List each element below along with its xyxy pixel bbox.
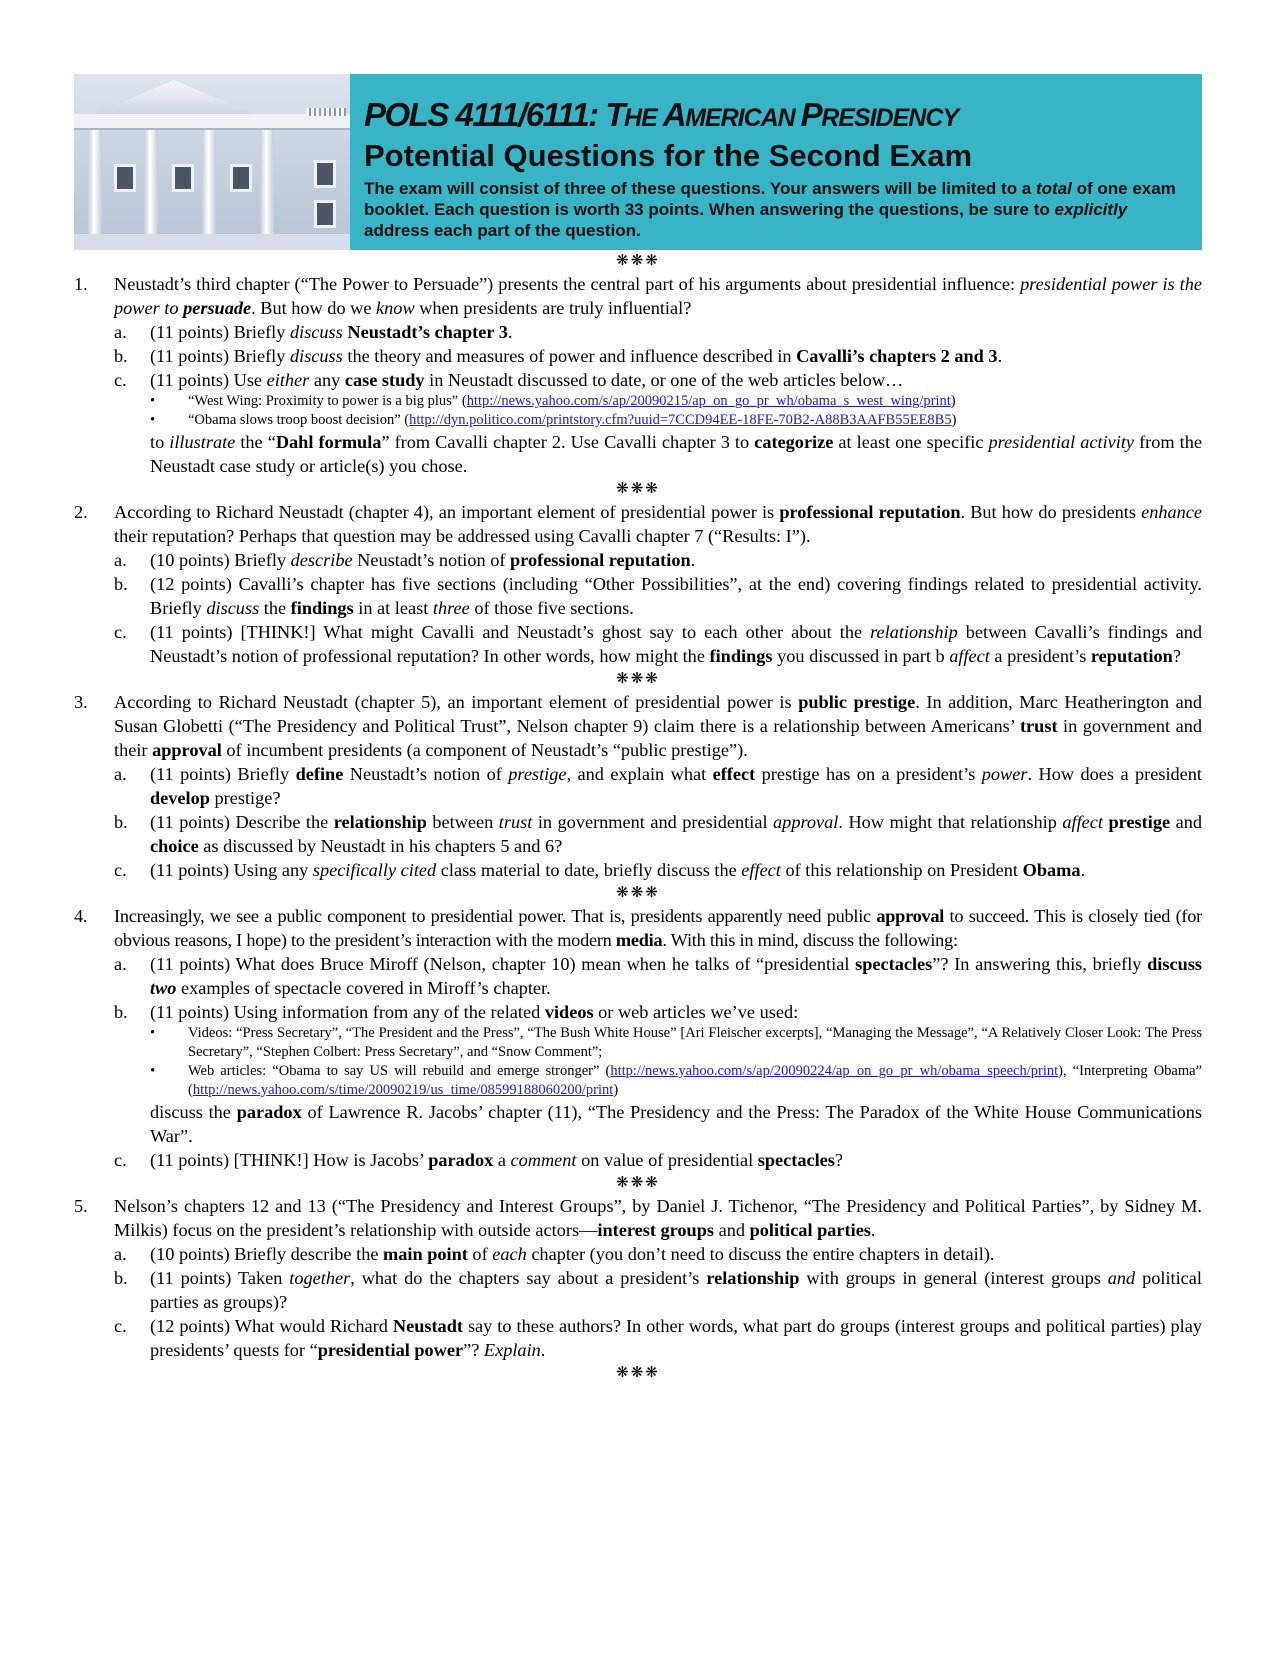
course-title: POLS 4111/6111: THE AMERICAN PRESIDENCY bbox=[364, 96, 959, 133]
question-2b: b. (12 points) Cavalli’s chapter has five sections (including “Other Possibilities”, at the end) covering findings related to presidential activity. Briefly discuss the findings in at least three of those five sections. bbox=[114, 574, 1202, 618]
question-number: 3. bbox=[74, 692, 88, 712]
question-5: 5. Nelson’s chapters 12 and 13 (“The Presidency and Interest Groups”, by Daniel J. Tichenor, “The Presidency and Political Parties”, by Sidney M. Milkis) focus on the president’s relationship with outside actors—interest groups and political parties. bbox=[74, 1196, 1202, 1240]
question-1c-continued: to illustrate the “Dahl formula” from Cavalli chapter 2. Use Cavalli chapter 3 to categorize at least one specific presidential activity from the Neustadt case study or article(s) you chose. bbox=[150, 432, 1202, 476]
question-3: 3. According to Richard Neustadt (chapter 5), an important element of presidential power is public prestige. In addition, Marc Heatherington and Susan Globetti (“The Presidency and Political Trust”, Nelson chapter 9) claim there is a relationship between Americans’ trust in government and their approval of incumbent presidents (a component of Neustadt’s “public prestige”). bbox=[74, 692, 1202, 760]
question-3a: a. (11 points) Briefly define Neustadt’s notion of prestige, and explain what effect prestige has on a president’s power. How does a president develop prestige? bbox=[114, 764, 1203, 808]
article-link[interactable]: http://news.yahoo.com/s/ap/20090215/ap_on_go_pr_wh/obama_s_west_wing/print bbox=[466, 393, 951, 409]
section-separator: ❋❋❋ bbox=[616, 481, 660, 497]
list-item: • Web articles: “Obama to say US will rebuild and emerge stronger” (http://news.yahoo.com/s/ap/20090224/ap_on_go_pr_wh/obama_speech/print), “Interpreting Obama” (http://news.yahoo.com/s/time/20090219/us_time/08599188060200/print) bbox=[150, 1063, 1202, 1098]
question-1a: a. (11 points) Briefly discuss Neustadt’s chapter 3. bbox=[114, 322, 513, 342]
question-3c: c. (11 points) Using any specifically cited class material to date, briefly discuss the effect of this relationship on President Obama. bbox=[114, 860, 1086, 880]
page-subtitle: Potential Questions for the Second Exam bbox=[364, 138, 973, 173]
question-5b: b. (11 points) Taken together, what do the chapters say about a president’s relationship with groups in general (interest groups and political parties as groups)? bbox=[114, 1268, 1202, 1312]
questions-body bbox=[74, 250, 1202, 1384]
question-2c: c. (11 points) [THINK!] What might Cavalli and Neustadt’s ghost say to each other about the relationship between Cavalli’s findings and Neustadt’s notion of professional reputation? In other words, how might the findings you discussed in part b affect a president’s reputation? bbox=[114, 622, 1202, 666]
article-link[interactable]: http://news.yahoo.com/s/time/20090219/us_time/08599188060200/print bbox=[192, 1082, 614, 1098]
question-4: 4. Increasingly, we see a public component to presidential power. That is, presidents apparently need public approval to succeed. This is closely tied (for obvious reasons, I hope) to the president’s interaction with the modern media. With this in mind, discuss the following: bbox=[74, 906, 1202, 950]
question-4b-continued: discuss the paradox of Lawrence R. Jacobs’ chapter (11), “The Presidency and the Press: The Paradox of the White House Communications War”. bbox=[150, 1102, 1202, 1146]
section-separator: ❋❋❋ bbox=[616, 671, 660, 687]
section-separator: ❋❋❋ bbox=[616, 1365, 660, 1381]
question-1: 1. Neustadt’s third chapter (“The Power to Persuade”) presents the central part of his arguments about presidential influence: presidential power is the power to persuade. But how do we know when presidents are truly influential? bbox=[74, 274, 1202, 318]
section-separator: ❋❋❋ bbox=[616, 1175, 660, 1191]
question-number: 4. bbox=[74, 906, 88, 926]
exam-instructions: The exam will consist of three of these questions. Your answers will be limited to a total of one exam booklet. Each question is worth 33 points. When answering the questions, be sure to explicitly address each part of the question. bbox=[364, 179, 1176, 240]
white-house-image bbox=[74, 74, 350, 250]
article-link[interactable]: http://news.yahoo.com/s/ap/20090224/ap_on_go_pr_wh/obama_speech/print bbox=[610, 1063, 1059, 1079]
question-1c: c. (11 points) Use either any case study in Neustadt discussed to date, or one of the web articles below… bbox=[114, 370, 904, 390]
question-1b: b. (11 points) Briefly discuss the theory and measures of power and influence described in Cavalli’s chapters 2 and 3. bbox=[114, 346, 1003, 366]
article-link[interactable]: http://dyn.politico.com/printstory.cfm?uuid=7CCD94EE-18FE-70B2-A88B3AAFB55EE8B5 bbox=[409, 412, 952, 428]
question-4a: a. (11 points) What does Bruce Miroff (Nelson, chapter 10) mean when he talks of “presidential spectacles”? In answering this, briefly discuss two examples of spectacle covered in Miroff’s chapter. bbox=[114, 954, 1202, 998]
section-separator: ❋❋❋ bbox=[616, 885, 660, 901]
list-item: • “Obama slows troop boost decision” (http://dyn.politico.com/printstory.cfm?uuid=7CCD94EE-18FE-70B2-A88B3AAFB55EE8B5) bbox=[150, 412, 957, 428]
question-4b: b. (11 points) Using information from any of the related videos or web articles we’ve used: bbox=[114, 1002, 799, 1022]
question-number: 2. bbox=[74, 502, 88, 522]
question-2: 2. According to Richard Neustadt (chapter 4), an important element of presidential power is professional reputation. But how do presidents enhance their reputation? Perhaps that question may be addressed using Cavalli chapter 7 (“Results: I”). bbox=[74, 502, 1202, 546]
list-item: • “West Wing: Proximity to power is a big plus” (http://news.yahoo.com/s/ap/20090215/ap_on_go_pr_wh/obama_s_west_wing/print) bbox=[150, 393, 956, 409]
question-2a: a. (10 points) Briefly describe Neustadt’s notion of professional reputation. bbox=[114, 550, 696, 570]
question-number: 5. bbox=[74, 1196, 88, 1216]
question-4c: c. (11 points) [THINK!] How is Jacobs’ paradox a comment on value of presidential spectacles? bbox=[114, 1150, 844, 1170]
list-item: • Videos: “Press Secretary”, “The President and the Press”, “The Bush White House” [Ari Fleischer excerpts], “Managing the Message”, “A Relatively Closer Look: The Press Secretary”, “Stephen Colbert: Press Secretary”, and “Snow Comment”; bbox=[150, 1025, 1202, 1060]
question-5c: c. (12 points) What would Richard Neustadt say to these authors? In other words, what part do groups (interest groups and political parties) play presidents’ quests for “presidential power”? Explain. bbox=[114, 1316, 1202, 1360]
header-banner bbox=[74, 74, 1202, 250]
question-5a: a. (10 points) Briefly describe the main point of each chapter (you don’t need to discuss the entire chapters in detail). bbox=[114, 1244, 995, 1264]
question-number: 1. bbox=[74, 274, 88, 294]
section-separator: ❋❋❋ bbox=[616, 253, 660, 269]
question-3b: b. (11 points) Describe the relationship between trust in government and presidential approval. How might that relationship affect prestige and choice as discussed by Neustadt in his chapters 5 and 6? bbox=[114, 812, 1202, 856]
